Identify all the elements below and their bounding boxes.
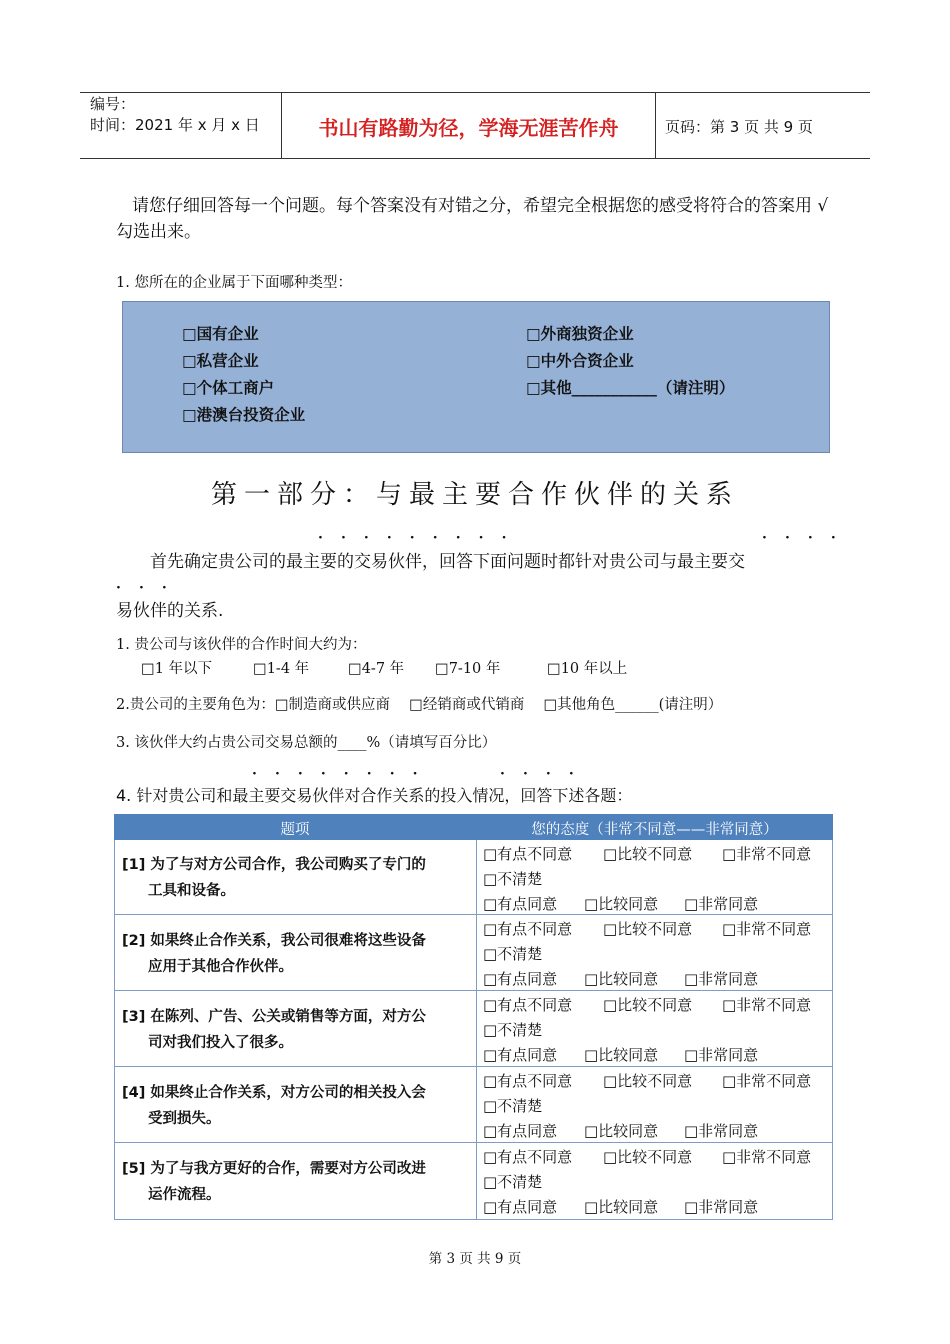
- emphasis-dots: · · ·: [116, 580, 174, 596]
- question-4: 4. 针对贵公司和最主要交易伙伴对合作关系的投入情况，回答下述各题：: [116, 786, 633, 805]
- question-3[interactable]: 3. 该伙伴大约占贵公司交易总额的____%（请填写百分比）: [116, 735, 497, 751]
- option-joint-venture[interactable]: □中外合资企业: [526, 352, 634, 370]
- item-text: 受到损失。: [148, 1111, 221, 1127]
- table-header-attitude: 您的态度（非常不同意——非常同意）: [531, 822, 778, 838]
- part-intro-line2: 易伙伴的关系.: [116, 601, 224, 621]
- header-motto: 书山有路勤为径，学海无涯苦作舟: [318, 116, 619, 140]
- emphasis-dots: · · · · · · · · ·: [318, 530, 514, 546]
- choice-strongly-agree[interactable]: □非常同意: [684, 895, 759, 913]
- choice-somewhat-agree[interactable]: □有点同意: [483, 1046, 558, 1064]
- item-text: [1] 为了与对方公司合作，我公司购买了专门的: [122, 857, 426, 873]
- choice-somewhat-disagree[interactable]: □有点不同意: [483, 1148, 573, 1166]
- option-hk-macau-taiwan[interactable]: □港澳台投资企业: [182, 406, 306, 424]
- choice-strongly-disagree[interactable]: □非常不同意: [722, 920, 812, 938]
- choice-fairly-disagree[interactable]: □比较不同意: [603, 1148, 693, 1166]
- choice-fairly-disagree[interactable]: □比较不同意: [603, 845, 693, 863]
- item-text: 应用于其他合作伙伴。: [148, 959, 293, 975]
- item-text: 运作流程。: [148, 1187, 221, 1203]
- table-row: [122, 1004, 472, 1056]
- choice-strongly-agree[interactable]: □非常同意: [684, 1198, 759, 1216]
- header-meta: [90, 94, 260, 136]
- emphasis-dots: · · · · · · · ·: [252, 766, 425, 782]
- choice-unsure[interactable]: □不清楚: [483, 1021, 543, 1039]
- choice-unsure[interactable]: □不清楚: [483, 1097, 543, 1115]
- item-text: 工具和设备。: [148, 883, 235, 899]
- table-header: [114, 814, 833, 840]
- q1-option-7-10yr[interactable]: □7-10 年: [435, 661, 501, 677]
- item-text: [3] 在陈列、广告、公关或销售等方面，对方公: [122, 1009, 426, 1025]
- choice-unsure[interactable]: □不清楚: [483, 945, 543, 963]
- choice-somewhat-agree[interactable]: □有点同意: [483, 970, 558, 988]
- header-page-number: 页码：第 3 页 共 9 页: [665, 118, 813, 136]
- choice-strongly-agree[interactable]: □非常同意: [684, 1046, 759, 1064]
- choice-somewhat-disagree[interactable]: □有点不同意: [483, 996, 573, 1014]
- q1-option-1-4yr[interactable]: □1-4 年: [253, 661, 310, 677]
- choice-fairly-disagree[interactable]: □比较不同意: [603, 920, 693, 938]
- option-other[interactable]: □其他___________（请注明）: [526, 379, 735, 397]
- choice-somewhat-agree[interactable]: □有点同意: [483, 1122, 558, 1140]
- choice-fairly-agree[interactable]: □比较同意: [584, 1198, 659, 1216]
- intro-paragraph: 请您仔细回答每一个问题。每个答案没有对错之分，希望完全根据您的感受将符合的答案用 √ 勾选出来。: [116, 196, 829, 242]
- table-row: [122, 928, 472, 980]
- item-text: [4] 如果终止合作关系，对方公司的相关投入会: [122, 1085, 426, 1101]
- choice-somewhat-agree[interactable]: □有点同意: [483, 1198, 558, 1216]
- table-row-divider: [114, 914, 833, 915]
- part-title: 第一部分：与最主要合作伙伴的关系: [210, 480, 739, 510]
- choice-fairly-disagree[interactable]: □比较不同意: [603, 996, 693, 1014]
- choice-somewhat-disagree[interactable]: □有点不同意: [483, 845, 573, 863]
- part-intro-line1: 首先确定贵公司的最主要的交易伙伴，回答下面问题时都针对贵公司与最主要交: [150, 552, 745, 572]
- item-text: [5] 为了与我方更好的合作，需要对方公司改进: [122, 1161, 426, 1177]
- company-type-question: 1. 您所在的企业属于下面哪种类型：: [116, 275, 352, 291]
- choice-unsure[interactable]: □不清楚: [483, 1173, 543, 1191]
- item-text: [2] 如果终止合作关系，我公司很难将这些设备: [122, 933, 426, 949]
- table-row-divider: [114, 1142, 833, 1143]
- choice-fairly-agree[interactable]: □比较同意: [584, 1122, 659, 1140]
- header-bottom-rule: [80, 158, 870, 159]
- q1-option-4-7yr[interactable]: □4-7 年: [348, 661, 405, 677]
- choice-strongly-disagree[interactable]: □非常不同意: [722, 996, 812, 1014]
- table-header-item: 题项: [280, 822, 310, 838]
- emphasis-dots: · · · ·: [500, 766, 581, 782]
- header-time: 时间：2021 年 x 月 x 日: [90, 116, 260, 134]
- header-top-rule: [80, 92, 870, 93]
- header-divider: [655, 92, 656, 158]
- choice-strongly-disagree[interactable]: □非常不同意: [722, 845, 812, 863]
- choice-strongly-disagree[interactable]: □非常不同意: [722, 1148, 812, 1166]
- table-column-divider: [476, 840, 477, 1220]
- question-2[interactable]: 2.贵公司的主要角色为：□制造商或供应商 □经销商或代销商 □其他角色______(请注明）: [116, 697, 723, 713]
- choice-strongly-disagree[interactable]: □非常不同意: [722, 1072, 812, 1090]
- choice-somewhat-agree[interactable]: □有点同意: [483, 895, 558, 913]
- q1-option-over-10yr[interactable]: □10 年以上: [547, 661, 628, 677]
- table-row: [122, 1156, 472, 1208]
- table-row-divider: [114, 1066, 833, 1067]
- choice-fairly-agree[interactable]: □比较同意: [584, 970, 659, 988]
- choice-fairly-disagree[interactable]: □比较不同意: [603, 1072, 693, 1090]
- choice-fairly-agree[interactable]: □比较同意: [584, 895, 659, 913]
- emphasis-dots: · · · ·: [762, 530, 843, 546]
- header-number: 编号：: [90, 95, 136, 113]
- option-foreign-owned[interactable]: □外商独资企业: [526, 325, 634, 343]
- choice-somewhat-disagree[interactable]: □有点不同意: [483, 920, 573, 938]
- choice-somewhat-disagree[interactable]: □有点不同意: [483, 1072, 573, 1090]
- choice-strongly-agree[interactable]: □非常同意: [684, 1122, 759, 1140]
- option-state-owned[interactable]: □国有企业: [182, 325, 259, 343]
- page-footer: 第 3 页 共 9 页: [428, 1251, 522, 1267]
- option-private[interactable]: □私营企业: [182, 352, 259, 370]
- q1-option-under-1yr[interactable]: □1 年以下: [141, 661, 213, 677]
- table-row-divider: [114, 990, 833, 991]
- table-row: [122, 852, 472, 904]
- question-1: 1. 贵公司与该伙伴的合作时间大约为：: [116, 637, 367, 653]
- choice-fairly-agree[interactable]: □比较同意: [584, 1046, 659, 1064]
- item-text: 司对我们投入了很多。: [148, 1035, 293, 1051]
- option-individual[interactable]: □个体工商户: [182, 379, 275, 397]
- table-row: [122, 1080, 472, 1132]
- choice-unsure[interactable]: □不清楚: [483, 870, 543, 888]
- choice-strongly-agree[interactable]: □非常同意: [684, 970, 759, 988]
